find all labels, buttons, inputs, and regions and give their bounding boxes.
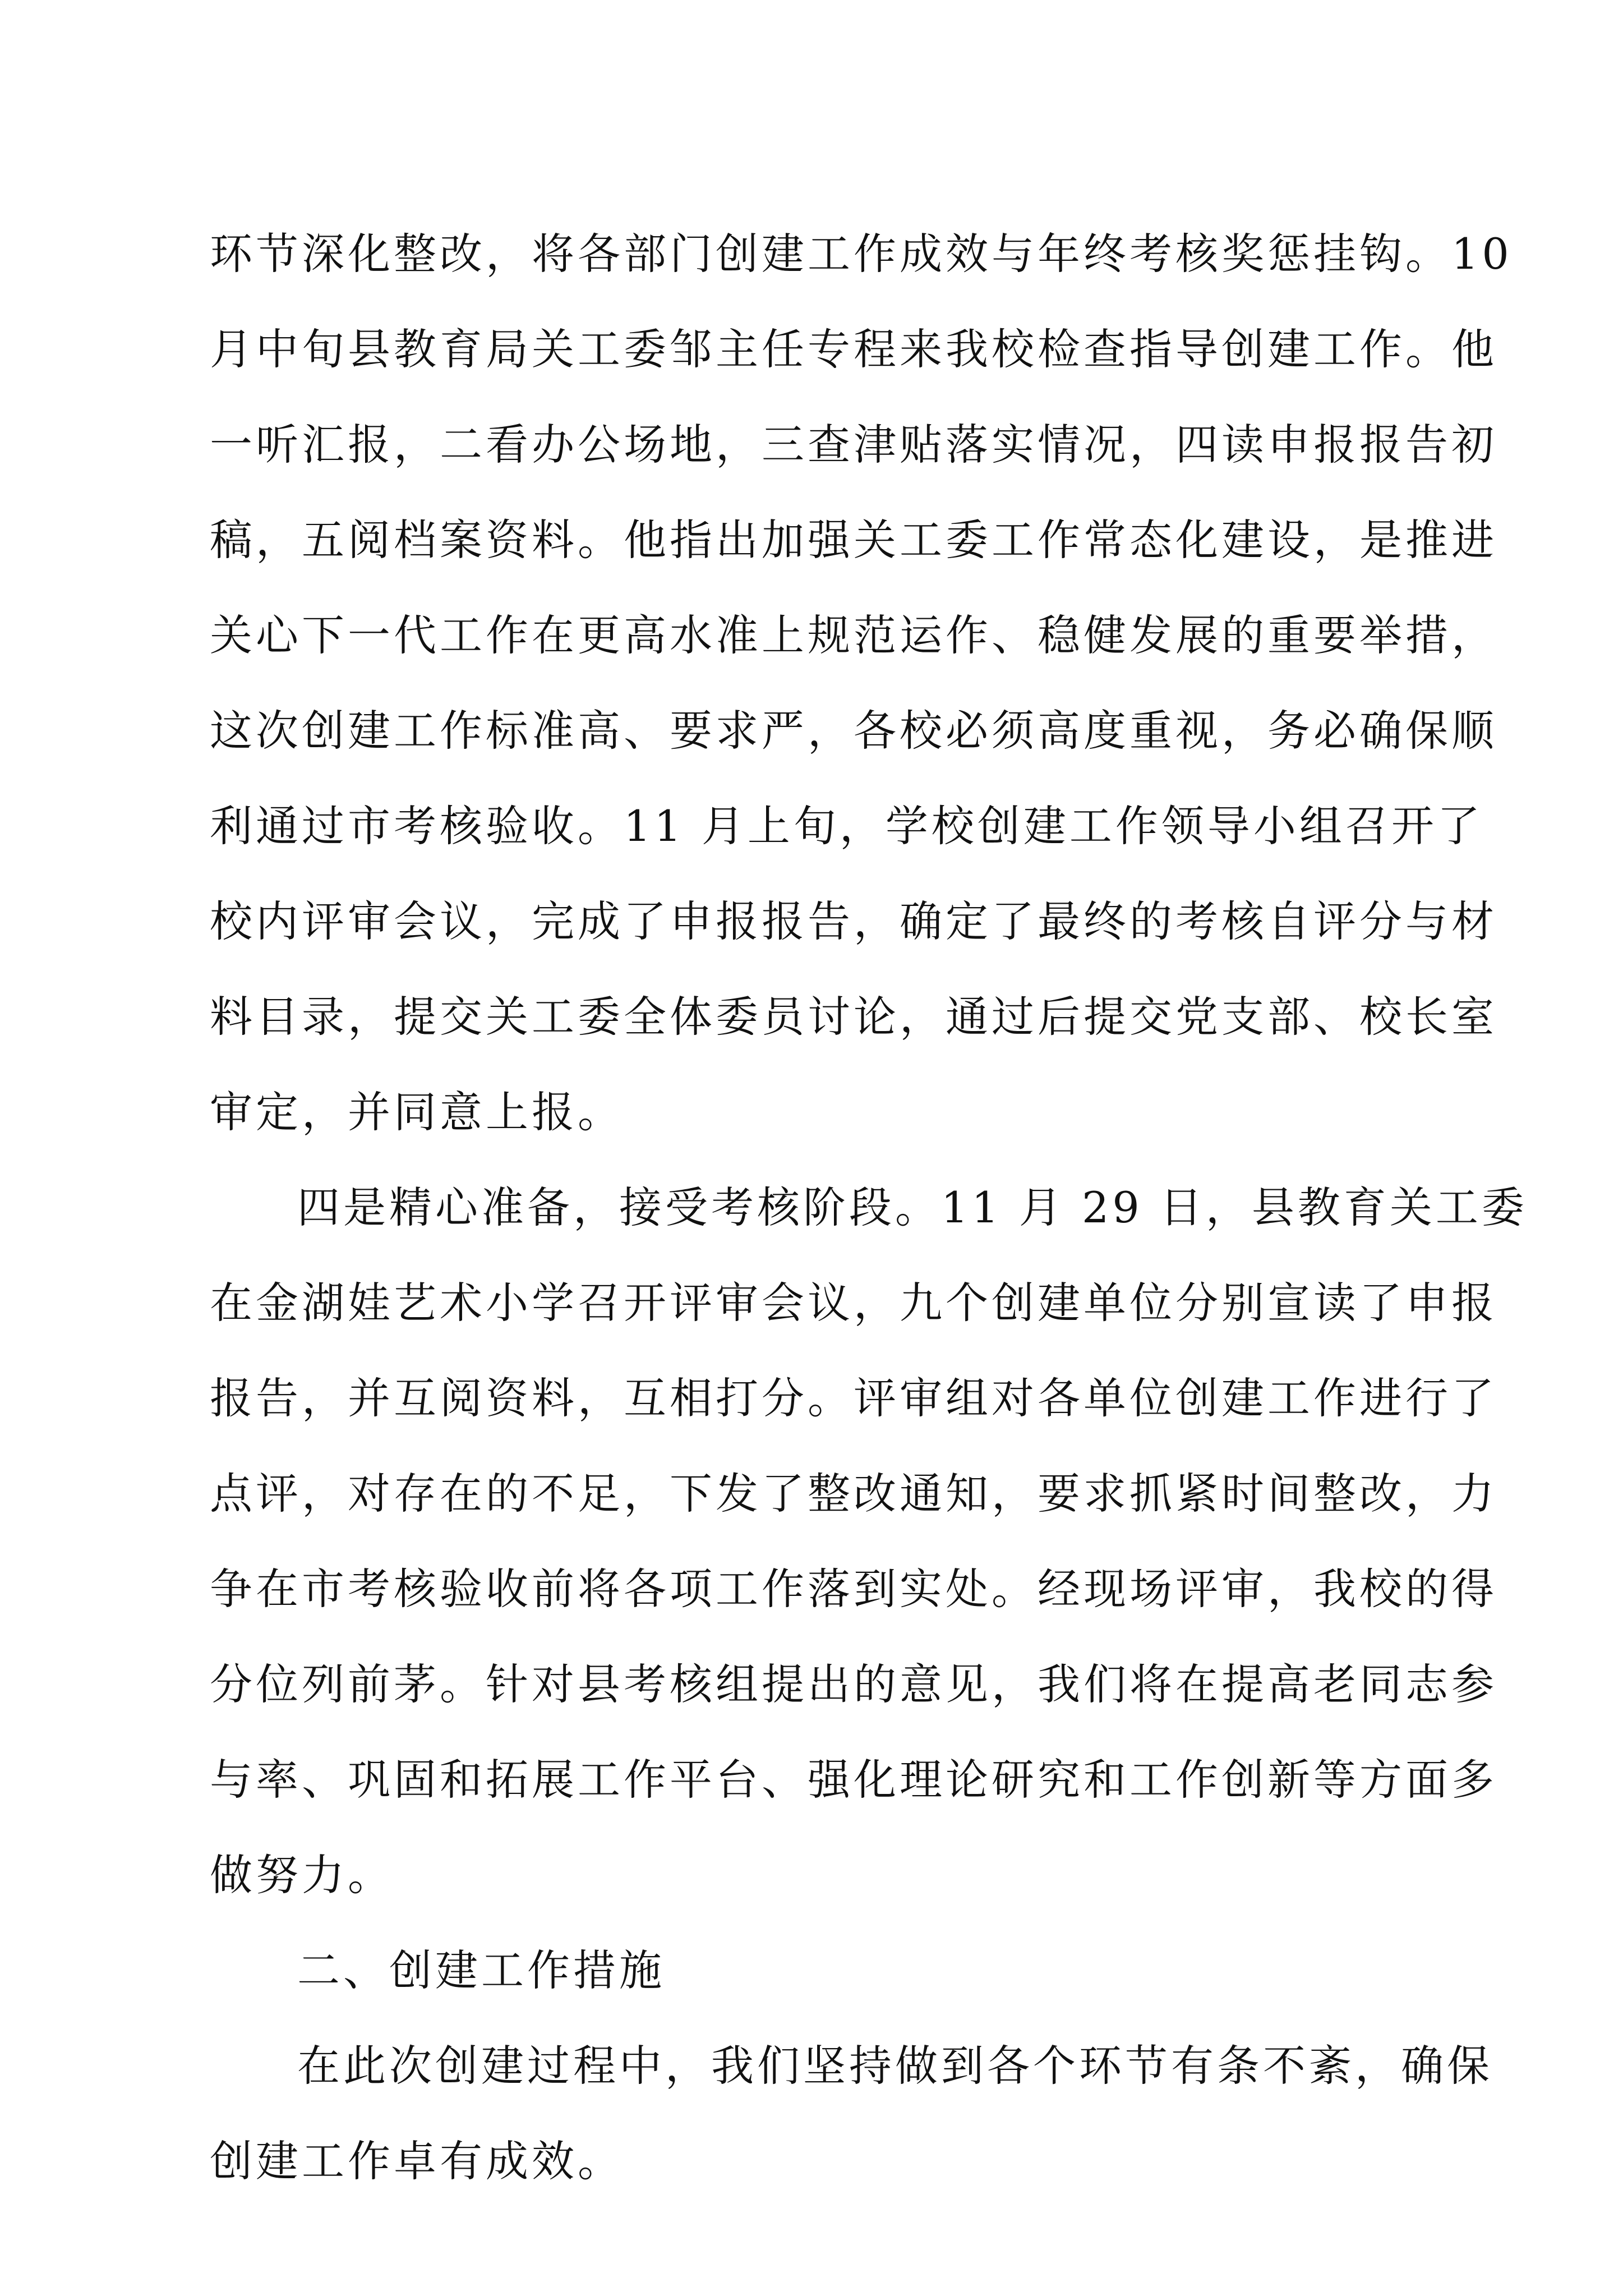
paragraph-line: 与率、巩固和拓展工作平台、强化理论研究和工作创新等方面多 — [210, 1755, 1497, 1805]
paragraph-line: 四是精心准备，接受考核阶段。11 月 29 日，县教育关工委 — [297, 1182, 1528, 1232]
paragraph-line: 校内评审会议，完成了申报报告，确定了最终的考核自评分与材 — [210, 896, 1497, 946]
paragraph-line: 利通过市考核验收。11 月上旬，学校创建工作领导小组召开了 — [210, 801, 1483, 851]
paragraph-line: 报告，并互阅资料，互相打分。评审组对各单位创建工作进行了 — [210, 1373, 1497, 1423]
paragraph-line: 环节深化整改，将各部门创建工作成效与年终考核奖惩挂钩。10 — [210, 229, 1513, 279]
paragraph-line: 在金湖娃艺术小学召开评审会议，九个创建单位分别宣读了申报 — [210, 1278, 1497, 1328]
paragraph-line: 稿，五阅档案资料。他指出加强关工委工作常态化建设，是推进 — [210, 515, 1497, 565]
section-heading: 二、创建工作措施 — [297, 1945, 665, 1995]
paragraph-line: 料目录，提交关工委全体委员讨论，通过后提交党支部、校长室 — [210, 992, 1497, 1042]
paragraph-line: 在此次创建过程中，我们坚持做到各个环节有条不紊，确保 — [297, 2041, 1493, 2091]
paragraph-line: 争在市考核验收前将各项工作落到实处。经现场评审，我校的得 — [210, 1564, 1497, 1614]
paragraph-line: 点评，对存在的不足，下发了整改通知，要求抓紧时间整改，力 — [210, 1469, 1497, 1519]
paragraph-line: 创建工作卓有成效。 — [210, 2136, 624, 2186]
paragraph-line: 这次创建工作标准高、要求严，各校必须高度重视，务必确保顺 — [210, 706, 1497, 756]
paragraph-line: 分位列前茅。针对县考核组提出的意见，我们将在提高老同志参 — [210, 1659, 1497, 1709]
paragraph-line: 做努力。 — [210, 1850, 394, 1900]
paragraph-line: 月中旬县教育局关工委邹主任专程来我校检查指导创建工作。他 — [210, 324, 1497, 374]
paragraph-line: 审定，并同意上报。 — [210, 1087, 624, 1137]
paragraph-line: 关心下一代工作在更高水准上规范运作、稳健发展的重要举措， — [210, 610, 1497, 660]
paragraph-line: 一听汇报，二看办公场地，三查津贴落实情况，四读申报报告初 — [210, 420, 1497, 470]
